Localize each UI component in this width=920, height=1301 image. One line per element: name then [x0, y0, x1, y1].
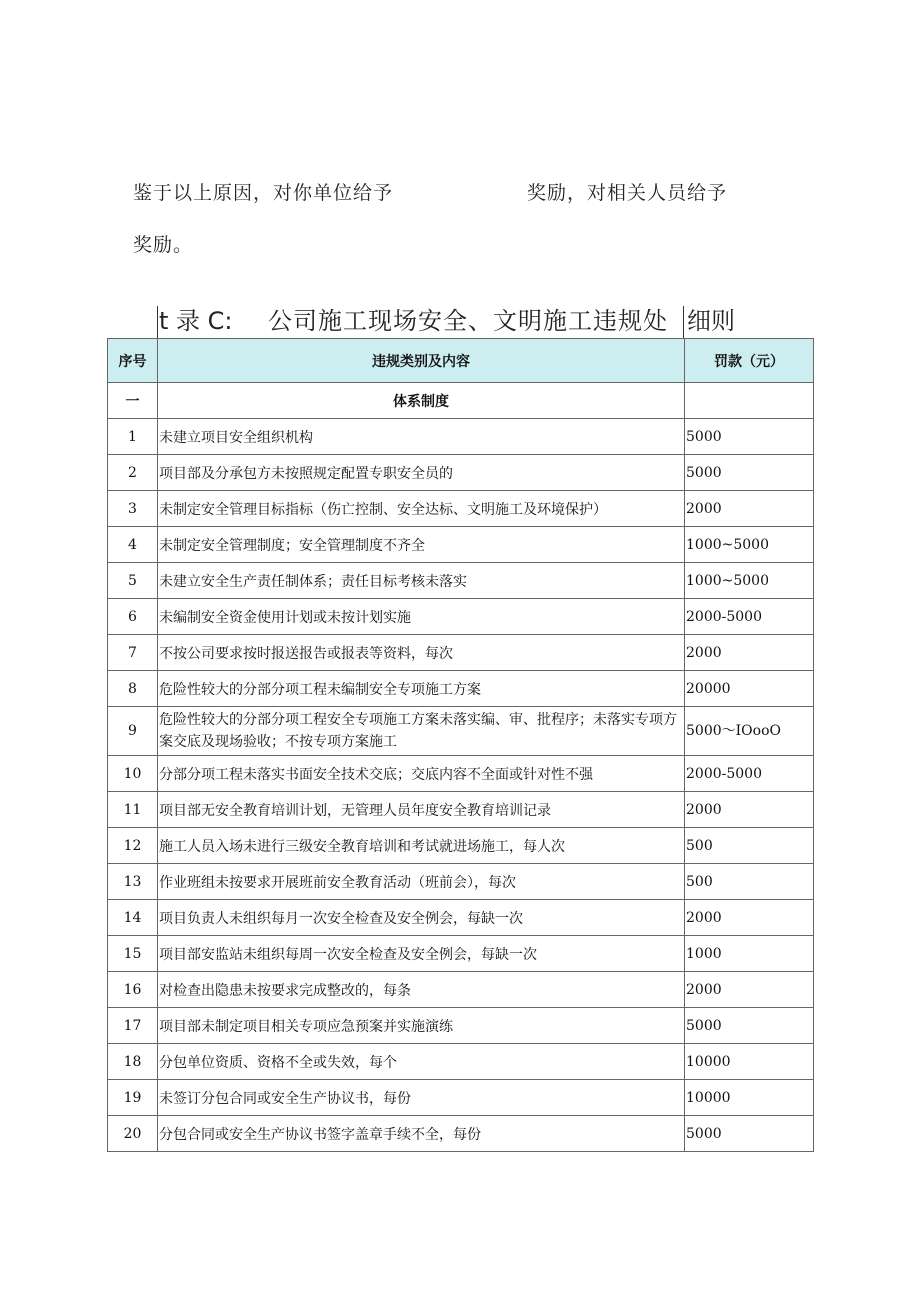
- table-row: [108, 707, 814, 756]
- table-header-row: [108, 339, 814, 383]
- table-row: [108, 1044, 814, 1080]
- section-fine: [685, 383, 814, 419]
- row-fine: 5000～IOooO: [685, 707, 814, 756]
- table-row: [108, 1008, 814, 1044]
- row-fine: 500: [685, 864, 814, 900]
- table-row: [108, 1116, 814, 1152]
- table-row: [108, 635, 814, 671]
- row-no: 8: [108, 671, 158, 707]
- row-content: 对检查出隐患未按要求完成整改的，每条: [158, 972, 685, 1008]
- row-no: 4: [108, 527, 158, 563]
- row-content: 危险性较大的分部分项工程安全专项施工方案未落实编、审、批程序；未落实专项方案交底及现场验收；不按专项方案施工: [158, 707, 685, 756]
- title-suffix: 细则: [687, 307, 735, 335]
- row-no: 6: [108, 599, 158, 635]
- row-content: 未编制安全资金使用计划或未按计划实施: [158, 599, 685, 635]
- row-no: 16: [108, 972, 158, 1008]
- row-fine: 2000: [685, 972, 814, 1008]
- section-no: 一: [108, 383, 158, 419]
- title-divider-left: [157, 306, 158, 338]
- intro-line1-left: 鉴于以上原因，对你单位给予: [133, 182, 394, 204]
- header-no: 序号: [108, 339, 158, 383]
- intro-line2: 奖励。: [133, 234, 194, 256]
- table-row: [108, 527, 814, 563]
- row-fine: 1000: [685, 936, 814, 972]
- table-row: [108, 864, 814, 900]
- row-no: 20: [108, 1116, 158, 1152]
- row-no: 2: [108, 455, 158, 491]
- table-row: [108, 792, 814, 828]
- table-row: [108, 756, 814, 792]
- row-fine: 500: [685, 828, 814, 864]
- row-no: 10: [108, 756, 158, 792]
- row-fine: 2000: [685, 900, 814, 936]
- row-content: 施工人员入场未进行三级安全教育培训和考试就进场施工，每人次: [158, 828, 685, 864]
- row-no: 5: [108, 563, 158, 599]
- row-content: 分部分项工程未落实书面安全技术交底；交底内容不全面或针对性不强: [158, 756, 685, 792]
- row-no: 11: [108, 792, 158, 828]
- header-fine: 罚款（元）: [685, 339, 814, 383]
- row-fine: 2000: [685, 491, 814, 527]
- row-no: 17: [108, 1008, 158, 1044]
- violation-table: [107, 338, 814, 1152]
- row-fine: 5000: [685, 1116, 814, 1152]
- page-title: 公司施工现场安全、文明施工违规处: [268, 307, 668, 335]
- table-row: [108, 936, 814, 972]
- section-row: [108, 383, 814, 419]
- intro-line1-right: 奖励，对相关人员给予: [527, 182, 728, 204]
- table-row: [108, 563, 814, 599]
- row-fine: 1000~5000: [685, 527, 814, 563]
- row-no: 18: [108, 1044, 158, 1080]
- row-fine: 5000: [685, 1008, 814, 1044]
- row-content: 未签订分包合同或安全生产协议书，每份: [158, 1080, 685, 1116]
- row-fine: 2000: [685, 635, 814, 671]
- row-content: 未制定安全管理制度；安全管理制度不齐全: [158, 527, 685, 563]
- row-fine: 10000: [685, 1044, 814, 1080]
- table-row: [108, 972, 814, 1008]
- title-prefix: t 录 C:: [159, 307, 233, 335]
- row-content: 不按公司要求按时报送报告或报表等资料，每次: [158, 635, 685, 671]
- row-content: 作业班组未按要求开展班前安全教育活动（班前会），每次: [158, 864, 685, 900]
- row-fine: 5000: [685, 419, 814, 455]
- row-fine: 1000~5000: [685, 563, 814, 599]
- row-fine: 20000: [685, 671, 814, 707]
- row-content: 项目部及分承包方未按照规定配置专职安全员的: [158, 455, 685, 491]
- row-content: 项目部无安全教育培训计划，无管理人员年度安全教育培训记录: [158, 792, 685, 828]
- table-row: [108, 599, 814, 635]
- table-row: [108, 671, 814, 707]
- row-fine: 2000: [685, 792, 814, 828]
- section-name: 体系制度: [158, 383, 685, 419]
- table-row: [108, 419, 814, 455]
- row-no: 14: [108, 900, 158, 936]
- row-content: 未建立安全生产责任制体系；责任目标考核未落实: [158, 563, 685, 599]
- row-no: 13: [108, 864, 158, 900]
- table-row: [108, 455, 814, 491]
- row-fine: 2000-5000: [685, 756, 814, 792]
- table-row: [108, 828, 814, 864]
- row-content: 危险性较大的分部分项工程未编制安全专项施工方案: [158, 671, 685, 707]
- row-content: 分包合同或安全生产协议书签字盖章手续不全，每份: [158, 1116, 685, 1152]
- row-fine: 5000: [685, 455, 814, 491]
- row-no: 9: [108, 707, 158, 756]
- row-no: 7: [108, 635, 158, 671]
- row-no: 15: [108, 936, 158, 972]
- row-fine: 2000-5000: [685, 599, 814, 635]
- row-no: 12: [108, 828, 158, 864]
- header-content: 违规类别及内容: [158, 339, 685, 383]
- title-divider-right: [683, 306, 684, 338]
- table-row: [108, 900, 814, 936]
- row-content: 项目负责人未组织每月一次安全检查及安全例会，每缺一次: [158, 900, 685, 936]
- row-content: 项目部安监站未组织每周一次安全检查及安全例会，每缺一次: [158, 936, 685, 972]
- table-row: [108, 1080, 814, 1116]
- row-content: 未建立项目安全组织机构: [158, 419, 685, 455]
- row-no: 3: [108, 491, 158, 527]
- row-fine: 10000: [685, 1080, 814, 1116]
- row-content: 项目部未制定项目相关专项应急预案并实施演练: [158, 1008, 685, 1044]
- row-content: 分包单位资质、资格不全或失效，每个: [158, 1044, 685, 1080]
- row-no: 19: [108, 1080, 158, 1116]
- row-content: 未制定安全管理目标指标（伤亡控制、安全达标、文明施工及环境保护）: [158, 491, 685, 527]
- row-no: 1: [108, 419, 158, 455]
- table-row: [108, 491, 814, 527]
